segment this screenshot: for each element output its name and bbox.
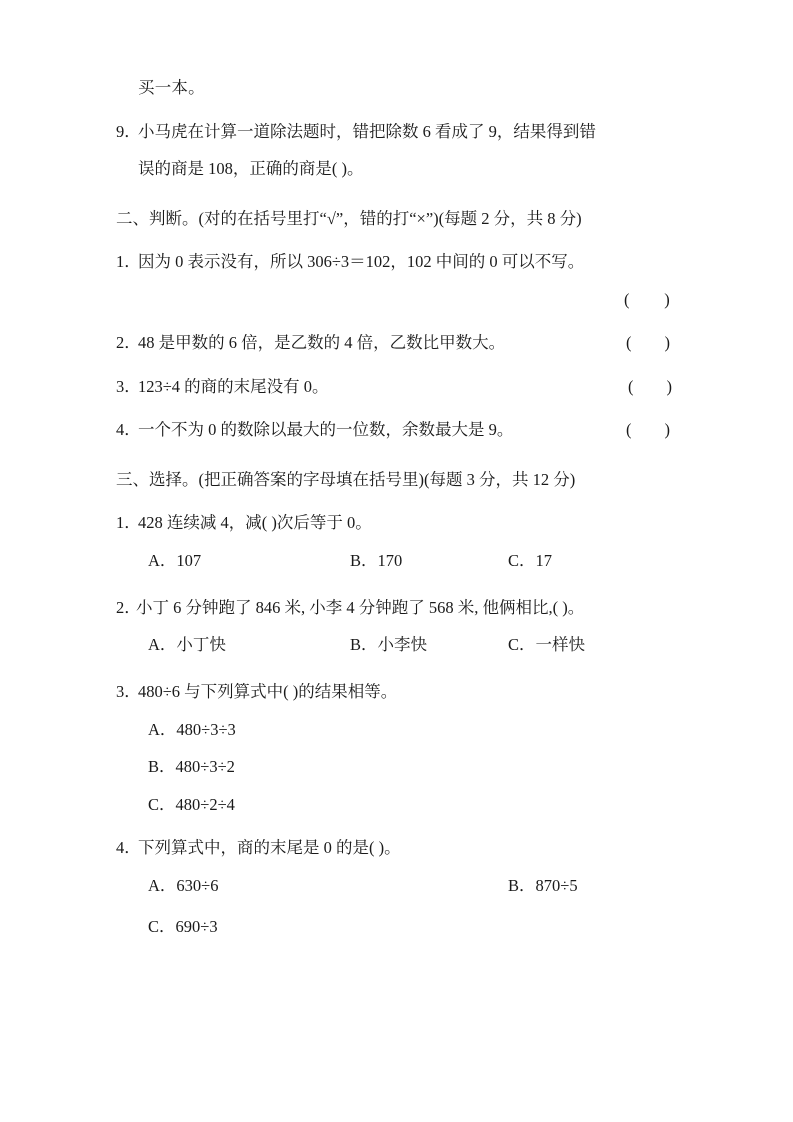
option-b-label: B． [350, 635, 378, 654]
choice-item-1 [116, 515, 672, 532]
option-b-label: B． [148, 757, 176, 776]
judge-item-4-number: 4． [116, 420, 141, 439]
choice-item-3-number: 3． [116, 682, 141, 701]
option-a[interactable] [148, 875, 219, 895]
spacer [116, 271, 672, 292]
option-a-value: 480÷3÷3 [176, 719, 236, 739]
judge-item-3-text: 123÷4 的商的末尾没有 0。 [138, 376, 329, 396]
spacer [116, 701, 672, 722]
spacer [116, 532, 672, 553]
option-b-value: 小李快 [377, 635, 428, 654]
option-c[interactable] [116, 794, 672, 814]
judge-item-1-number: 1． [116, 252, 141, 271]
spacer [116, 439, 672, 472]
question-9-line1: 小马虎在计算一道除法题时，错把除数 6 看成了 9，结果得到错 [138, 121, 596, 141]
option-c-value: 480÷2÷4 [175, 794, 235, 814]
option-a-label: A． [148, 719, 177, 739]
judge-item-1 [116, 254, 672, 271]
option-b-value: 170 [377, 550, 403, 570]
option-c-label: C． [508, 635, 536, 654]
option-c-label: C． [508, 550, 536, 570]
option-c[interactable] [508, 637, 585, 654]
judge-item-3 [116, 376, 672, 396]
spacer [116, 97, 672, 124]
option-a[interactable] [116, 719, 672, 739]
option-a-label: A． [148, 635, 177, 654]
answer-bracket[interactable]: ( ) [628, 376, 672, 396]
choice-item-2-stem: 小丁 6 分钟跑了 846 米, 小李 4 分钟跑了 568 米, 他俩相比,( )。 [136, 597, 585, 617]
choice-item-3 [116, 684, 672, 701]
spacer [116, 352, 672, 379]
judge-item-4 [116, 422, 672, 439]
option-b-label: B． [350, 550, 378, 570]
option-a-value: 小丁快 [176, 635, 226, 654]
choice-item-4-stem: 下列算式中，商的末尾是 0 的是( )。 [138, 838, 401, 857]
choice-item-4-number: 4． [116, 838, 141, 857]
judge-item-3-number: 3． [116, 376, 141, 396]
option-a-label: A． [148, 550, 177, 570]
option-b[interactable] [116, 759, 672, 776]
option-a-label: A． [148, 875, 177, 895]
question-9-line2: 误的商是 108，正确的商是( )。 [138, 159, 364, 178]
option-b[interactable] [350, 637, 427, 654]
choice-item-3-stem: 480÷6 与下列算式中( )的结果相等。 [138, 682, 398, 701]
spacer [116, 657, 672, 684]
option-c-label: C． [148, 794, 176, 814]
spacer [116, 738, 672, 759]
option-a[interactable] [148, 550, 202, 570]
spacer [116, 395, 672, 422]
option-a-value: 630÷6 [176, 875, 219, 895]
spacer [116, 857, 672, 878]
worksheet-content [116, 80, 672, 935]
question-9 [116, 121, 672, 141]
choice-item-4-options [116, 875, 672, 898]
option-a[interactable] [148, 637, 226, 654]
choice-item-1-options [116, 550, 672, 573]
section-two-heading: 二、判断。(对的在括号里打“√”，错的打“×”)(每题 2 分，共 8 分) [116, 208, 582, 228]
option-b[interactable] [350, 550, 403, 570]
answer-bracket[interactable]: ( ) [624, 289, 670, 309]
answer-bracket[interactable]: ( ) [626, 333, 670, 352]
choice-item-2 [116, 597, 672, 617]
option-c[interactable] [116, 916, 672, 936]
question-9-number: 9． [116, 121, 141, 141]
option-b-value: 480÷3÷2 [175, 757, 235, 776]
spacer [116, 227, 672, 254]
option-b[interactable] [508, 875, 578, 895]
choice-item-4 [116, 840, 672, 857]
judge-item-1-text: 因为 0 表示没有，所以 306÷3＝102，102 中间的 0 可以不写。 [138, 252, 585, 271]
answer-bracket[interactable]: ( ) [626, 420, 670, 439]
option-c-value: 一样快 [535, 635, 586, 654]
option-b-label: B． [508, 875, 536, 895]
continued-line: 买一本。 [138, 78, 205, 97]
spacer [116, 573, 672, 600]
choice-item-2-number: 2． [116, 597, 141, 617]
choice-item-2-options [116, 637, 672, 657]
spacer [116, 813, 672, 840]
option-a-value: 107 [176, 550, 202, 570]
section-three-heading: 三、选择。(把正确答案的字母填在括号里)(每题 3 分，共 12 分) [116, 469, 576, 489]
option-b-value: 870÷5 [535, 875, 578, 895]
option-c-value: 690÷3 [175, 916, 218, 936]
spacer [116, 616, 672, 637]
judge-item-4-text: 一个不为 0 的数除以最大的一位数，余数最大是 9。 [138, 420, 514, 439]
spacer [116, 178, 672, 211]
option-c-label: C． [148, 916, 176, 936]
judge-item-2-text: 48 是甲数的 6 倍，是乙数的 4 倍，乙数比甲数大。 [138, 333, 506, 352]
choice-item-1-stem: 428 连续减 4，减( )次后等于 0。 [138, 513, 372, 532]
choice-item-1-number: 1． [116, 513, 141, 532]
judge-item-1-answer-row [116, 289, 672, 309]
spacer [116, 488, 672, 515]
judge-item-2 [116, 335, 672, 352]
spacer [116, 898, 672, 919]
judge-item-2-number: 2． [116, 333, 141, 352]
spacer [116, 140, 672, 161]
option-c-value: 17 [535, 550, 553, 570]
spacer [116, 308, 672, 335]
spacer [116, 776, 672, 797]
option-c[interactable] [508, 550, 553, 570]
